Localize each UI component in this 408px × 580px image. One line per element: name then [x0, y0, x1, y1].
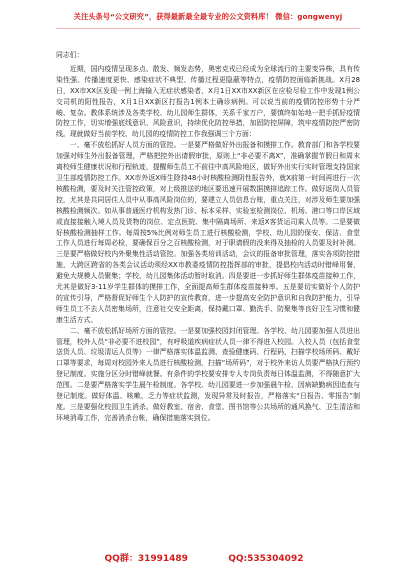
header-divider	[56, 28, 360, 29]
footer-contact	[0, 553, 408, 565]
salutation: 同志们：	[56, 51, 84, 59]
header-wechat: 微信：gongwenyj	[275, 12, 343, 21]
header-banner	[58, 12, 358, 22]
paragraph-section-1: 一、毫不放松抓好人员方面的管控。一是要严格做好外出报备和摸排工作。教育部门和各学校要加强对师生外出报备管理，严格把控外出请假审批，原则上“非必要不离X”，准确掌握节假日和周末离校师生健康状况和行程轨迹，提醒师生员工不前往中高风险地区，做好外出实行实时管理支持国家卫生部疫情防控工作。XX市外返X师生除持48小时核酸检测阴性报告外，就X前第一时间再进行一次核酸检测，要及时关注管控政策，对上级推送的地区要迅速开展数据摸排追踪工作。做好返岗人员管控，尤其是共同居住人员中从事高风险岗位的，要建立人员信息台账，重点关注，对涉及师生要加强核酸检测频次。如从事普通医疗机构发热门诊、标本采样、实验室检测岗位、机场、港口等口岸区域或直接接触入境人员及货物的岗位、定点医院、集中隔离场所、来返X客货运司乘人员等。二是要做好核酸检测抽样工作。每周按5%比例对师生员工进行核酸检测，学校、幼儿园的保安、保洁、食堂工作人员进行每周必检，要确保百分之百核酸检测，对于职请假的没来得及抽检的人员要及时补测。三是要严格做好校内外聚集性活动管控。加强各类培训活动，会议的报备审批管理，落实各项防控措施，大跨区跨省的各类会议活动须经XX市教委疫情防控指挥部的审批，提倡校内活动时错峰用餐，避免大规模人员聚集；学校、幼儿园集体活动暂时取消。四是要进一步抓好师生群体疫苗接种工作，尤其是做好3-11岁学生群体的摸排工作，全面提高师生群体疫苗接种率。五是要切实做好个人防护的宣传引导，严格督促好师生个人防护的宣传教育，进一步提高安全防护意识和自我防护能力，引导师生员工不去人员密集场所，注意社交安全距离，保持戴口罩、勤洗手、防聚集等良好卫生习惯和健康生活方式。	[56, 141, 360, 324]
footer-qq: QQ:535304092	[228, 554, 304, 564]
document-body	[56, 50, 360, 424]
footer-qq-group: QQ群：31991489	[104, 554, 188, 564]
paragraph-section-2: 二、毫不放松抓好场所方面的管控。一是要加强校园封闭管理。各学校、幼儿园要加强人员进出管理，校外人员“非必要不进校园”，有呼吸道疾病症状人员一律不得进入校园。入校人员（包括食堂送货人员、垃圾清运人员等）一律严格落实体温监测、查验健康码、行程码，扫描学校场所码、戴好口罩等要求，每周对校园外来人员进行核酸检测，扫描“场所码”，对于校外来访人员要严格执行预约登记制度。实施分区分时错峰就餐。有条件的学校要安排专人专岗负责每日体温监测，不得随意扩大范围。二是要严格落实学生晨午检制度。各学校、幼儿园要进一步加强晨午检、因病缺勤病因追查与登记制度。做好体温、咳嗽、乏力等症状监测，发现异常及时报告，严格落实“日报告、零报告”制度。三是要强化校园卫生消杀。做好教室、宿舍、食堂、图书馆等公共场所的通风换气、卫生清洁和环境消毒工作，完善消杀台帐，确保措施落实到位。	[56, 326, 360, 422]
paragraph-intro: 近期，国内疫情呈现多点、散发、频发态势，奥密克戎已经成为全球流行的主要变异株，具有传染性强、传播速度更快、感染症状不典型、传播过程更隐蔽等特点，疫情防控面临新挑战。X月28日，XX市XX区发现一例上海输入无症状感染者，X月1日XX市XX新区在应检尽检工作中发现1例公交司机的阳性报告，X月1日XX新区打报告1例本土确诊病例。可以说当前的疫情防控形势十分严峻、复杂。教体系统涉及各类学校、幼儿园师生群体，关系千家万户，要慎终如始地一把手抓好疫情防控工作，切实增强底线意识、风险意识，持续优化防控举措，加固防控屏障，筑牢疫情防控严密防线。现就做好当前学校、幼儿园的疫情防控工作我强调三个方面：	[56, 64, 360, 139]
header-banner-text: 关注头条号“公文研究”，获得最新最全最专业的公文资料库！	[73, 12, 273, 21]
